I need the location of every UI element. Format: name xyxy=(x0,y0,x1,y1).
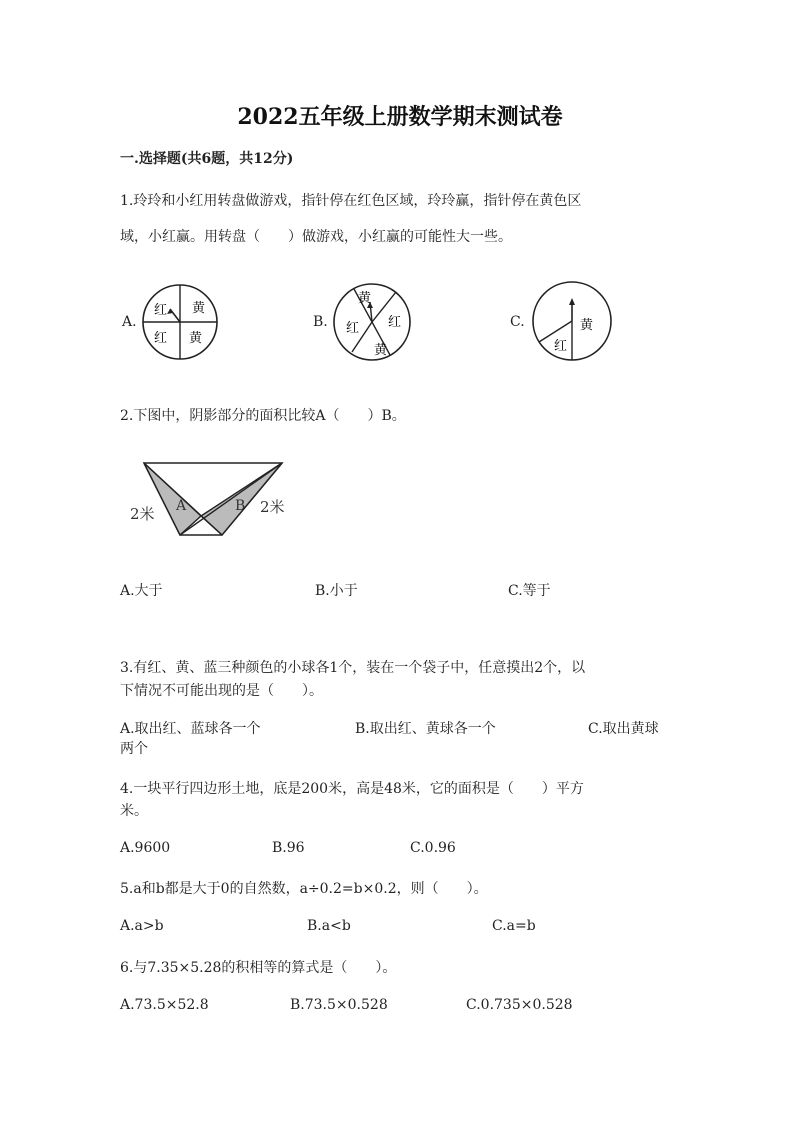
spinner-b-region-4: 黄 xyxy=(374,343,388,358)
q1-line2: 域，小红赢。用转盘（ ）做游戏，小红赢的可能性大一些。 xyxy=(120,229,512,245)
q6-line1: 6.与7.35×5.28的积相等的算式是（ ）。 xyxy=(120,960,397,976)
q4-option-b: B.96 xyxy=(272,840,305,856)
q6-option-c: C.0.735×0.528 xyxy=(466,997,573,1013)
q2-option-b: B.小于 xyxy=(315,583,358,599)
q2-option-c: C.等于 xyxy=(508,583,551,599)
q4-line1: 4.一块平行四边形土地，底是200米，高是48米，它的面积是（ ）平方 xyxy=(120,781,584,797)
q3-option-c: C.取出黄球 xyxy=(588,721,659,737)
q5-option-a: A.a>b xyxy=(120,918,164,934)
q3-option-a: A.取出红、蓝球各一个 xyxy=(120,721,261,737)
q3-line1: 3.有红、黄、蓝三种颜色的小球各1个，装在一个袋子中，任意摸出2个，以 xyxy=(120,660,586,676)
spinner-a xyxy=(140,282,230,362)
q5-option-c: C.a=b xyxy=(492,918,536,934)
q4-line2: 米。 xyxy=(120,803,148,819)
q1-option-a-label: A. xyxy=(122,314,137,330)
q2-region-a: A xyxy=(176,498,187,514)
q6-option-b: B.73.5×0.528 xyxy=(290,997,388,1013)
q3-option-c-overflow: 两个 xyxy=(120,741,148,757)
q1-option-c-label: C. xyxy=(510,314,525,330)
spinner-a-region-2: 黄 xyxy=(192,301,206,316)
q2-region-b: B xyxy=(235,498,246,514)
q3-line2: 下情况不可能出现的是（ ）。 xyxy=(120,683,323,699)
spinner-b-region-2: 红 xyxy=(388,315,402,330)
spinner-b-region-1: 黄 xyxy=(358,291,372,306)
q2-right-height-label: 2米 xyxy=(260,498,285,516)
spinner-a-region-4: 黄 xyxy=(189,331,203,346)
q3-option-b: B.取出红、黄球各一个 xyxy=(355,721,496,737)
q1-line1: 1.玲玲和小红用转盘做游戏，指针停在红色区域，玲玲赢，指针停在黄色区 xyxy=(120,193,582,209)
q2-line1: 2.下图中，阴影部分的面积比较A（ ）B。 xyxy=(120,408,406,424)
q5-option-b: B.a<b xyxy=(307,918,351,934)
spinner-a-region-3: 红 xyxy=(154,331,168,346)
section-heading: 一.选择题(共6题，共12分) xyxy=(120,151,294,167)
spinner-c xyxy=(528,278,618,364)
q2-trapezoid-figure xyxy=(122,455,312,540)
spinner-c-region-2: 红 xyxy=(554,339,568,354)
q1-option-b-label: B. xyxy=(313,314,328,330)
q5-line1: 5.a和b都是大于0的自然数，a÷0.2=b×0.2，则（ ）。 xyxy=(120,881,488,897)
q4-option-a: A.9600 xyxy=(120,840,171,856)
page-title: 2022五年级上册数学期末测试卷 xyxy=(237,104,563,130)
q6-option-a: A.73.5×52.8 xyxy=(120,997,209,1013)
spinner-b xyxy=(330,280,420,364)
q4-option-c: C.0.96 xyxy=(410,840,456,856)
q2-option-a: A.大于 xyxy=(120,583,163,599)
q2-left-height-label: 2米 xyxy=(130,505,155,523)
spinner-a-region-1: 红 xyxy=(154,303,168,318)
spinner-b-region-3: 红 xyxy=(346,321,360,336)
spinner-c-region-1: 黄 xyxy=(580,318,594,333)
